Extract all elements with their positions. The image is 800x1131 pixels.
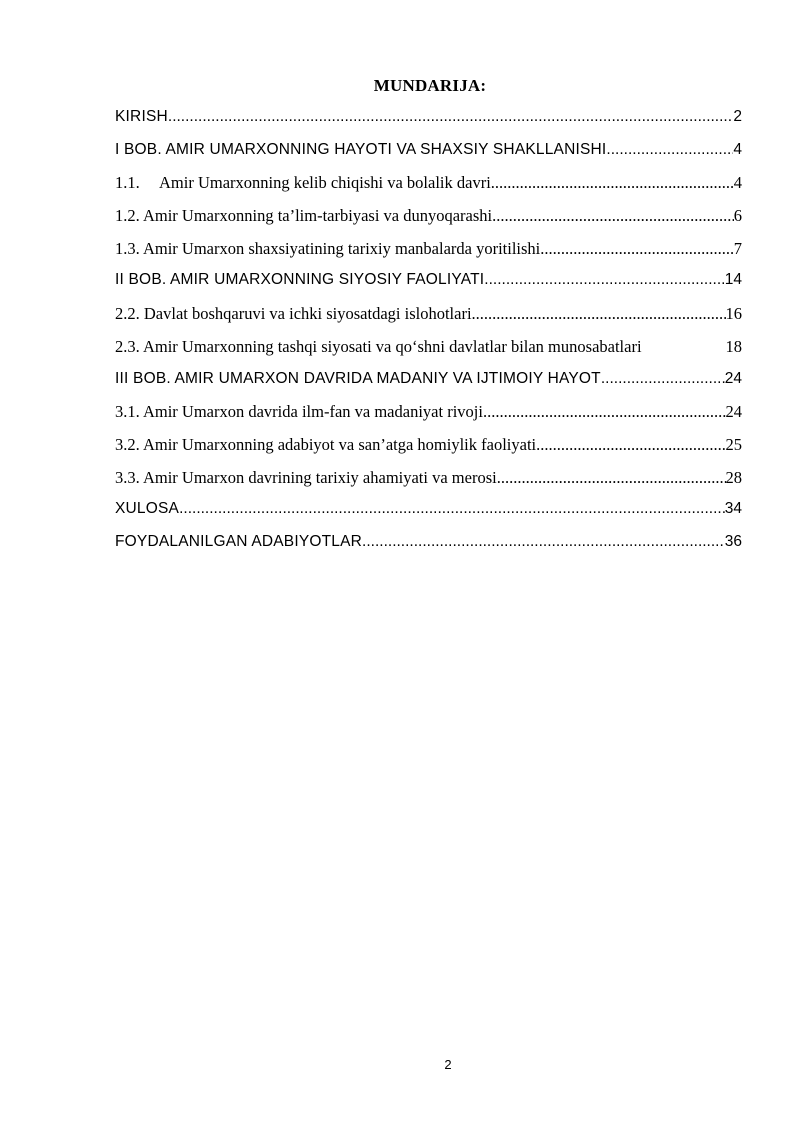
toc-entry-text-wrap <box>115 173 491 193</box>
toc-entry-text: FOYDALANILGAN ADABIYOTLAR <box>115 532 363 550</box>
toc-entry-chapter-3[interactable] <box>115 370 742 403</box>
toc-entry-kirish[interactable] <box>115 108 742 141</box>
toc-entry-1-1[interactable] <box>115 173 742 206</box>
toc-entry-text: III BOB. AMIR UMARXON DAVRIDA MADANIY VA IJTIMOIY HAYOT <box>115 369 601 387</box>
toc-entry-text: KIRISH <box>115 108 168 125</box>
toc-page-number: 28 <box>725 467 742 487</box>
toc-entry-3-2[interactable] <box>115 435 742 468</box>
toc-leader-dots <box>472 304 726 324</box>
toc-entry-1-3[interactable] <box>115 239 742 272</box>
toc-entry-text: 3.1. Amir Umarxon davrida ilm-fan va madaniyat rivoji <box>115 402 483 422</box>
toc-entry-2-2[interactable] <box>115 304 742 337</box>
toc-entry-text: XULOSA <box>115 500 180 518</box>
toc-leader-dots <box>483 402 726 422</box>
toc-page-number: 34 <box>724 500 742 518</box>
toc-leader-dots <box>362 533 725 551</box>
toc-entry-text: 3.3. Amir Umarxon davrining tarixiy ahamiyati va merosi <box>115 467 497 487</box>
toc-entry-3-3[interactable] <box>115 468 742 501</box>
table-of-contents <box>115 108 742 566</box>
toc-leader-dots <box>168 108 733 126</box>
toc-leader-dots <box>601 370 725 388</box>
toc-entry-text: 2.2. Davlat boshqaruvi va ichki siyosatdagi islohotlari <box>115 304 472 324</box>
toc-page-number: 7 <box>733 238 742 258</box>
toc-entry-text: I BOB. AMIR UMARXONNING HAYOTI VA SHAXSIY SHAKLLANISHI <box>115 140 607 158</box>
toc-page-number: 36 <box>724 532 742 550</box>
toc-entry-chapter-1[interactable] <box>115 141 742 174</box>
toc-title: MUNDARIJA: <box>373 76 487 95</box>
toc-page-number: 14 <box>724 271 742 289</box>
toc-leader-dots <box>484 271 724 289</box>
toc-entry-text: 3.2. Amir Umarxonning adabiyot va san’atga homiylik faoliyati <box>115 434 537 454</box>
toc-entry-3-1[interactable] <box>115 402 742 435</box>
page-number: 2 <box>444 1057 452 1072</box>
toc-page-number: 4 <box>733 173 742 193</box>
toc-page-number: 25 <box>725 434 742 454</box>
toc-entry-1-2[interactable] <box>115 206 742 239</box>
toc-leader-dots <box>606 141 733 159</box>
toc-entry-2-3[interactable] <box>115 337 742 370</box>
toc-leader-dots <box>179 500 725 518</box>
toc-page-number: 4 <box>733 140 742 158</box>
toc-leader-dots <box>536 435 725 455</box>
toc-page-number: 24 <box>724 369 742 387</box>
toc-page-number: 6 <box>733 206 742 226</box>
toc-entry-xulosa[interactable] <box>115 500 742 533</box>
toc-leader-dots <box>497 468 726 488</box>
toc-page-number: 18 <box>725 336 742 356</box>
toc-leader-dots <box>492 206 734 226</box>
toc-page-number: 24 <box>725 402 742 422</box>
toc-entry-text: 1.2. Amir Umarxonning ta’lim-tarbiyasi va dunyoqarashi <box>115 206 493 226</box>
toc-page-number: 16 <box>725 304 742 324</box>
toc-page-number: 2 <box>733 108 742 125</box>
toc-entry-text: 2.3. Amir Umarxonning tashqi siyosati va qo‘shni davlatlar bilan munosabatlari <box>115 336 642 356</box>
toc-entry-number: 1.1. <box>115 173 140 193</box>
toc-entry-chapter-2[interactable] <box>115 271 742 304</box>
toc-entry-text: Amir Umarxonning kelib chiqishi va bolalik davri <box>159 173 491 193</box>
toc-entry-adabiyotlar[interactable] <box>115 533 742 566</box>
toc-leader-dots <box>491 173 734 193</box>
toc-entry-text: 1.3. Amir Umarxon shaxsiyatining tarixiy manbalarda yoritilishi <box>115 238 541 258</box>
toc-leader-dots <box>540 239 733 259</box>
toc-entry-text: II BOB. AMIR UMARXONNING SIYOSIY FAOLIYATI <box>115 271 485 289</box>
